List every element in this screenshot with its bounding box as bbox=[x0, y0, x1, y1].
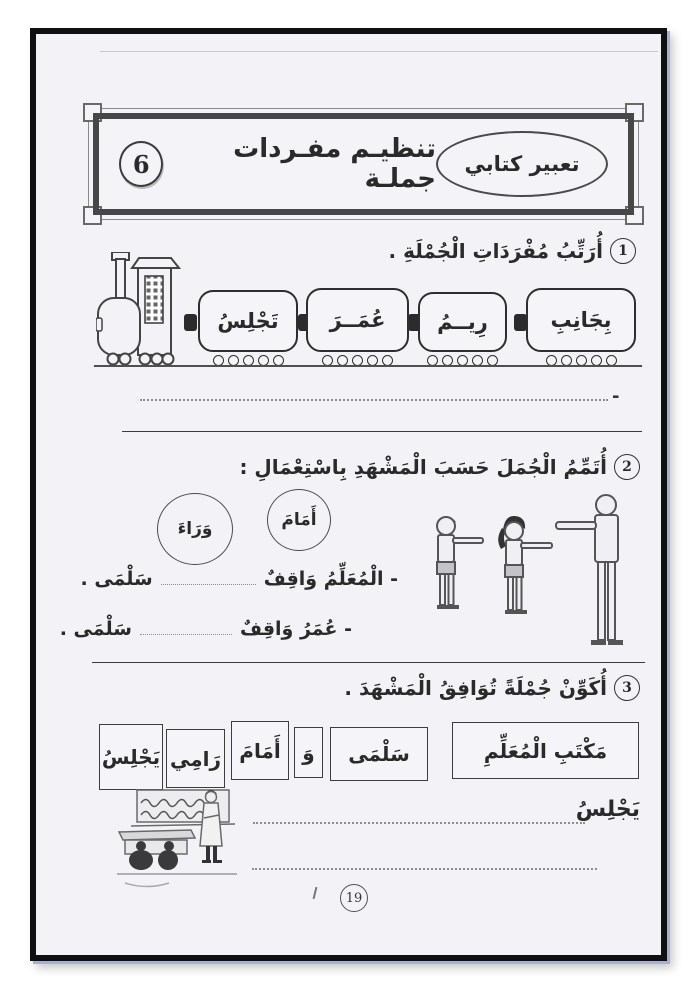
answer-line bbox=[140, 399, 608, 401]
word-card: رَامِي bbox=[166, 729, 225, 788]
exercise2-title: أُتَمِّمُ الْجُمَلَ حَسَبَ الْمَشْهَدِ بِاسْتِعْمَالِ : bbox=[239, 455, 607, 479]
section-divider bbox=[122, 431, 642, 432]
word-card: سَلْمَى bbox=[330, 727, 428, 781]
option-circle-waraa: وَرَاءَ bbox=[157, 493, 233, 565]
sentence-text-before: - الْمُعَلِّمُ وَاقِفٌ bbox=[263, 568, 398, 590]
wagon-word: تَجْلِسُ bbox=[198, 290, 298, 352]
word-card: مَكْتَبِ الْمُعَلِّمِ bbox=[452, 722, 639, 779]
wagon-word: رِيــمُ bbox=[418, 292, 507, 352]
answer-blank bbox=[161, 570, 256, 585]
sentence-row bbox=[80, 568, 398, 590]
exercise2-number-badge: 2 bbox=[614, 454, 640, 480]
sentence-text-before: - عُمَرُ وَاقِفٌ bbox=[239, 618, 352, 640]
ink-mark bbox=[313, 887, 318, 899]
train-illustration bbox=[36, 252, 661, 372]
exercise2-heading bbox=[239, 454, 640, 480]
train-coupling bbox=[184, 314, 197, 331]
exercise1-number-badge: 1 bbox=[610, 238, 636, 264]
lesson-header-frame bbox=[88, 108, 639, 220]
classroom-illustration bbox=[113, 788, 263, 894]
word-card: أَمَامَ bbox=[231, 721, 289, 780]
answer-line bbox=[252, 868, 597, 870]
locomotive-illustration bbox=[96, 252, 184, 366]
train-ground-line bbox=[94, 365, 642, 367]
word-card: يَجْلِسُ bbox=[99, 724, 163, 790]
exercise3-title: أُكَوِّنْ جُمْلَةً تُوَافِقُ الْمَشْهَدَ . bbox=[344, 676, 607, 700]
exercise1-title: أُرَتِّبُ مُفْرَدَاتِ الْجُمْلَةِ . bbox=[388, 239, 603, 263]
scene-people-illustration bbox=[410, 486, 650, 662]
sentence-text-after: سَلْمَى . bbox=[80, 568, 153, 590]
option-circle-amam: أَمَامَ bbox=[267, 489, 331, 551]
word-card: وَ bbox=[294, 727, 323, 778]
sentence-text-after: سَلْمَى . bbox=[59, 618, 132, 640]
lesson-type-badge: تعبير كتابي bbox=[436, 131, 608, 197]
wagon-word-card bbox=[528, 288, 634, 366]
wagon-word: بِجَانِبِ bbox=[526, 288, 636, 352]
exercise3-number-badge: 3 bbox=[614, 675, 640, 701]
lesson-title: تنظيـم مفـردات جملـة bbox=[233, 134, 436, 194]
workbook-page bbox=[30, 28, 667, 961]
wagon-word-card bbox=[420, 292, 505, 366]
answer-start-word: يَجْلِسُ bbox=[575, 797, 640, 822]
scan-artifact-line bbox=[100, 51, 658, 52]
section-divider bbox=[92, 662, 645, 663]
sentence-row bbox=[60, 618, 352, 640]
page-number-badge: 19 bbox=[340, 884, 368, 912]
wagon-word-card bbox=[308, 288, 407, 366]
answer-line bbox=[253, 822, 585, 824]
wagon-word-card bbox=[200, 290, 296, 366]
lesson-number-badge: 6 bbox=[119, 141, 163, 187]
exercise3-heading bbox=[344, 675, 640, 701]
answer-dash-mark: - bbox=[612, 386, 620, 407]
answer-blank bbox=[140, 620, 232, 635]
wagon-word: عُمَــرَ bbox=[306, 288, 409, 352]
